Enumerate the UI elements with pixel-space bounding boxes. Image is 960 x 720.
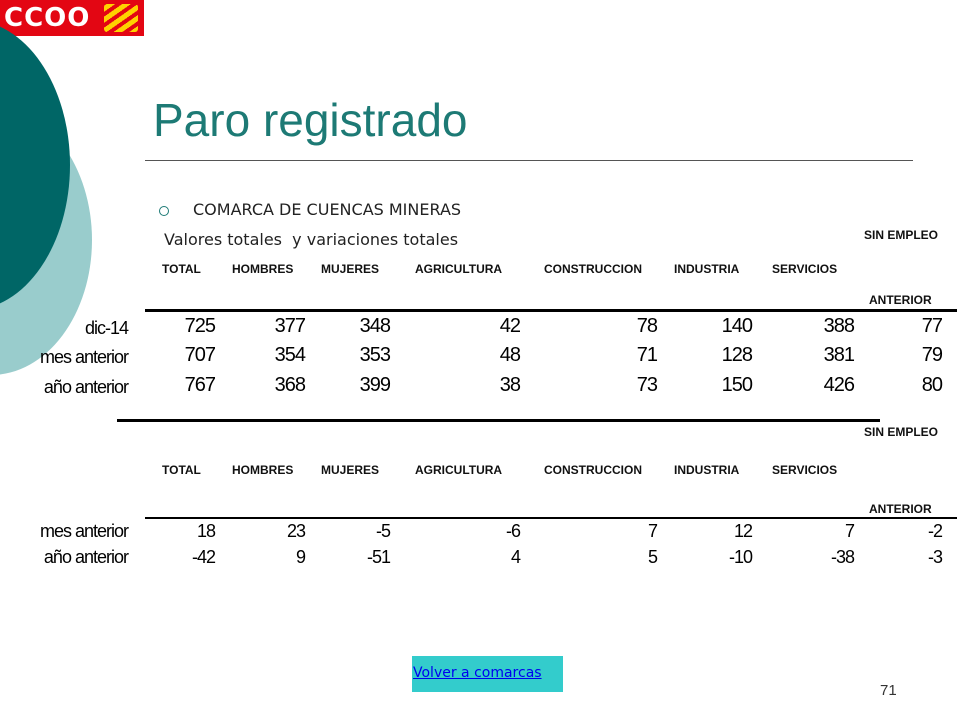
header-servicios: SERVICIOS — [772, 463, 838, 477]
header-industria: INDUSTRIA — [674, 262, 740, 276]
cell-agricultura: 38 — [499, 374, 520, 396]
cell-mujeres: 348 — [359, 315, 390, 337]
title-divider — [145, 160, 913, 161]
cell-hombres: 9 — [295, 547, 305, 567]
aragon-flag-icon — [104, 4, 138, 32]
header-hombres: HOMBRES — [232, 463, 294, 477]
logo-text: CCOO — [4, 3, 91, 33]
cell-industria: 12 — [733, 521, 752, 541]
cell-servicios: 388 — [823, 315, 854, 337]
row-label: mes anterior — [39, 347, 128, 367]
header-total: TOTAL — [162, 463, 201, 477]
cell-hombres: 23 — [286, 521, 305, 541]
ccoo-logo — [0, 0, 144, 36]
cell-servicios: 7 — [844, 521, 854, 541]
cell-sin-empleo: -2 — [927, 521, 942, 541]
row-label: año anterior — [43, 547, 128, 567]
cell-hombres: 377 — [274, 315, 305, 337]
cell-construccion: 5 — [647, 547, 657, 567]
cell-servicios: 426 — [823, 374, 854, 396]
header-anterior: ANTERIOR — [869, 502, 932, 516]
cell-mujeres: -51 — [366, 547, 390, 567]
cell-agricultura: -6 — [505, 521, 520, 541]
cell-hombres: 368 — [274, 374, 305, 396]
cell-total: 767 — [184, 374, 215, 396]
table-caption: Valores totales y variaciones totales — [164, 230, 459, 249]
region-heading: COMARCA DE CUENCAS MINERAS — [193, 200, 462, 219]
cell-industria: 128 — [721, 344, 752, 366]
slide-title: Paro registrado — [153, 94, 468, 146]
page-number: 71 — [880, 682, 897, 699]
cell-hombres: 354 — [274, 344, 305, 366]
header-servicios: SERVICIOS — [772, 262, 838, 276]
cell-agricultura: 4 — [510, 547, 520, 567]
cell-sin-empleo: -3 — [927, 547, 942, 567]
cell-total: 18 — [196, 521, 215, 541]
header-sin-empleo: SIN EMPLEO — [864, 228, 939, 242]
table-rule — [145, 517, 957, 519]
cell-construccion: 78 — [636, 315, 657, 337]
header-mujeres: MUJERES — [321, 463, 380, 477]
cell-agricultura: 48 — [499, 344, 520, 366]
cell-construccion: 7 — [647, 521, 657, 541]
cell-sin-empleo: 80 — [921, 374, 942, 396]
cell-mujeres: -5 — [375, 521, 390, 541]
header-sin-empleo: SIN EMPLEO — [864, 425, 939, 439]
cell-agricultura: 42 — [499, 315, 520, 337]
table-rule — [145, 309, 957, 312]
header-construccion: CONSTRUCCION — [544, 262, 642, 276]
row-label: año anterior — [43, 377, 128, 397]
cell-mujeres: 353 — [359, 344, 390, 366]
header-total: TOTAL — [162, 262, 201, 276]
cell-total: -42 — [191, 547, 215, 567]
cell-servicios: -38 — [830, 547, 854, 567]
header-hombres: HOMBRES — [232, 262, 294, 276]
cell-sin-empleo: 79 — [921, 344, 942, 366]
row-label: mes anterior — [39, 521, 128, 541]
cell-servicios: 381 — [823, 344, 854, 366]
header-agricultura: AGRICULTURA — [415, 262, 503, 276]
bullet-circle-icon — [159, 206, 169, 216]
header-industria: INDUSTRIA — [674, 463, 740, 477]
cell-total: 707 — [184, 344, 215, 366]
back-to-comarcas-link[interactable]: Volver a comarcas — [413, 665, 542, 681]
cell-industria: 150 — [721, 374, 752, 396]
cell-industria: 140 — [721, 315, 752, 337]
cell-total: 725 — [184, 315, 215, 337]
header-anterior: ANTERIOR — [869, 293, 932, 307]
header-construccion: CONSTRUCCION — [544, 463, 642, 477]
row-label: dic-14 — [84, 318, 128, 338]
header-mujeres: MUJERES — [321, 262, 380, 276]
cell-construccion: 71 — [636, 344, 657, 366]
cell-mujeres: 399 — [359, 374, 390, 396]
cell-construccion: 73 — [636, 374, 657, 396]
section-divider — [117, 419, 880, 422]
header-agricultura: AGRICULTURA — [415, 463, 503, 477]
cell-industria: -10 — [728, 547, 752, 567]
cell-sin-empleo: 77 — [921, 315, 942, 337]
